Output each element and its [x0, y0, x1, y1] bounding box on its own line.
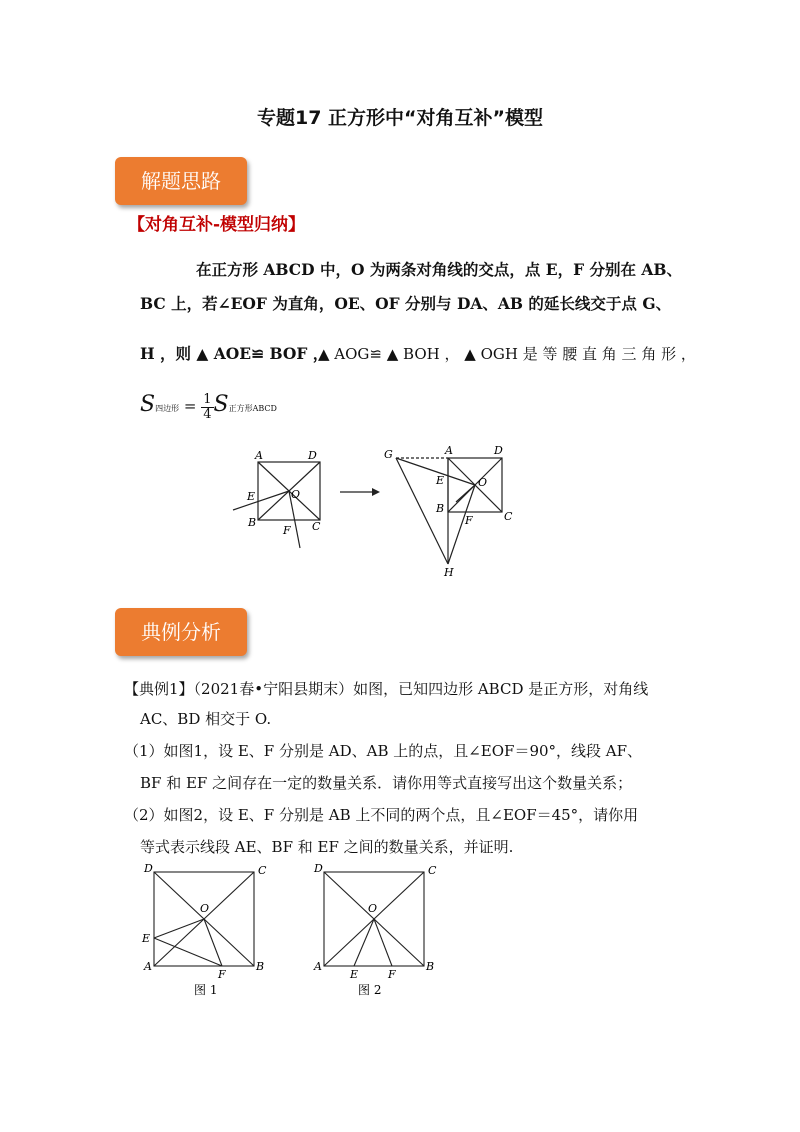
fig2-caption: 图 2 [358, 983, 382, 997]
fig2-label-C: C [428, 864, 437, 877]
fig1-label-D: D [144, 862, 153, 875]
fig1-label-E: E [142, 932, 151, 945]
fraction-numerator: 1 [203, 391, 212, 407]
fig-label-A2: A [445, 444, 453, 457]
fig-label-C2: C [504, 510, 513, 523]
model-text-line-2: BC 上，若∠EOF 为直角，OE、OF 分别与 DA、AB 的延长线交于点 G、 [140, 294, 672, 313]
area-formula [140, 392, 277, 422]
fig2-label-F: F [388, 968, 396, 981]
fig1-caption: 图 1 [194, 983, 218, 997]
fig1-label-F: F [218, 968, 226, 981]
fig-label-D2: D [494, 444, 503, 457]
example-line-5: （2）如图2，设 E、F 分别是 AB 上不同的两个点，且∠EOF＝45°，请你用 [124, 806, 639, 824]
fig-label-E2: E [436, 474, 445, 487]
example-line-6: 等式表示线段 AE、BF 和 EF 之间的数量关系，并证明. [140, 838, 514, 856]
fig-label-B: B [248, 516, 257, 529]
page-title: 专题17 正方形中“对角互补”模型 [256, 107, 544, 129]
example-figure-2 [308, 860, 448, 1005]
fig2-label-B: B [426, 960, 435, 973]
example-line-4: BF 和 EF 之间存在一定的数量关系．请你用等式直接写出这个数量关系； [140, 774, 633, 792]
fig-label-F: F [283, 524, 291, 537]
fig-label-G: G [384, 448, 393, 461]
example-line-1: 【典例1】（2021春•宁阳县期末）如图，已知四边形 ABCD 是正方形，对角线 [124, 680, 649, 698]
fig1-label-O: O [200, 902, 210, 915]
model-figure [228, 440, 538, 580]
fig-label-D: D [308, 449, 317, 462]
fig1-label-C: C [258, 864, 267, 877]
formula-fraction [201, 393, 213, 422]
fig-label-C: C [312, 520, 321, 533]
fraction-denominator: 4 [203, 406, 212, 422]
fig-label-E: E [247, 490, 256, 503]
formula-rhs: S [213, 392, 229, 417]
fig-label-O2: O [478, 476, 488, 489]
model-text-line-3a: H ，则 ▲ AOE≌ BOF ， [140, 344, 329, 363]
fig-label-H: H [444, 566, 454, 579]
fig1-label-B: B [256, 960, 265, 973]
section-banner-solution: 解题思路 [115, 157, 247, 205]
example-figure-1 [138, 860, 278, 1005]
fig2-label-D: D [314, 862, 323, 875]
example-line-2: AC、BD 相交于 O. [140, 710, 272, 728]
fig-label-F2: F [465, 514, 473, 527]
fig2-label-E: E [350, 968, 359, 981]
formula-lhs: S [140, 392, 156, 417]
fig-label-B2: B [436, 502, 445, 515]
fig-label-A: A [255, 449, 263, 462]
fig2-label-A: A [314, 960, 322, 973]
formula-equals: = [183, 397, 197, 415]
model-text-line-3b: ▲ AOG≌ ▲ BOH ， ▲ OGH 是 等 腰 直 角 三 角 形 ， [318, 345, 696, 363]
formula-rhs-sub: 正方形ABCD [228, 404, 277, 413]
section-banner-examples: 典例分析 [115, 608, 247, 656]
formula-lhs-sub: 四边形 [155, 404, 180, 413]
example-line-3: （1）如图1，设 E、F 分别是 AD、AB 上的点，且∠EOF＝90°，线段 AF、 [124, 742, 643, 760]
model-subheading: 【对角互补-模型归纳】 [128, 215, 306, 235]
fig-label-O: O [291, 488, 301, 501]
model-text-line-1: 在正方形 ABCD 中，O 为两条对角线的交点，点 E，F 分别在 AB、 [196, 260, 683, 279]
fig1-label-A: A [144, 960, 152, 973]
fig2-label-O: O [368, 902, 378, 915]
